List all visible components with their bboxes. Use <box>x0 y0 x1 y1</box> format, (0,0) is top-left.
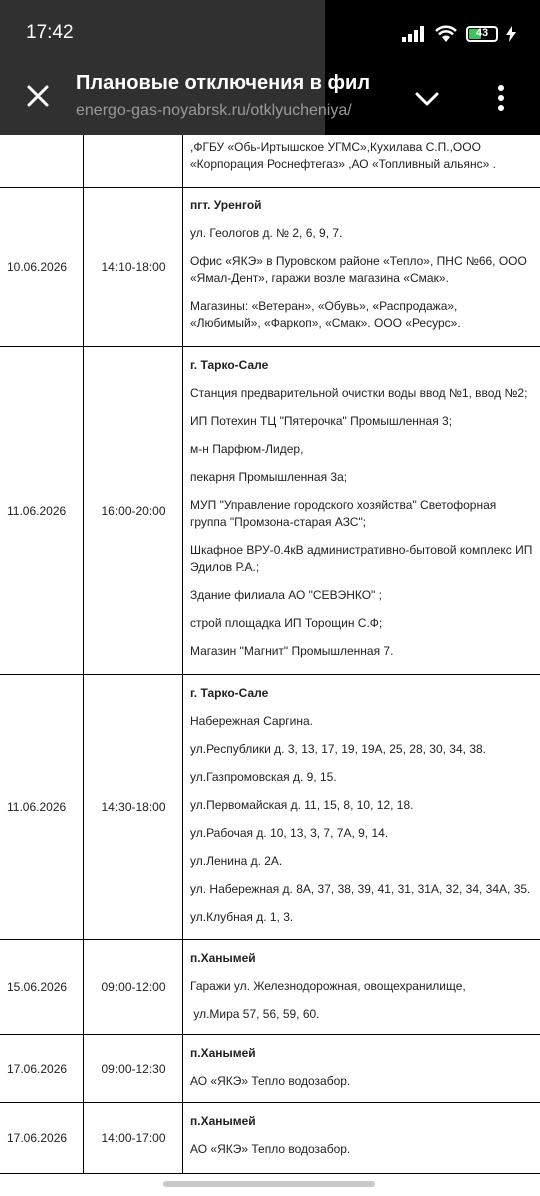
info-cell <box>190 197 540 332</box>
info-line: пекарня Промышленная 3а; <box>190 470 348 484</box>
info-line: Станция предварительной очистки воды ввод №1, ввод №2; <box>190 386 528 400</box>
expand-button[interactable] <box>412 84 442 114</box>
info-line: ул.Мира 57, 56, 59, 60. <box>190 1007 320 1021</box>
info-line: ул.Первомайская д. 11, 15, 8, 10, 12, 18. <box>190 798 414 812</box>
date-cell: 15.06.2026 <box>0 940 84 1034</box>
info-cell <box>190 1113 540 1158</box>
info-line: МУП "Управление городского хозяйства" Светофорная группа "Промзона-старая АЗС"; <box>190 498 497 529</box>
charging-icon <box>506 26 516 42</box>
info-line: Гаражи ул. Железнодорожная, овощехранилище, <box>190 979 466 993</box>
custom-tab-toolbar <box>0 62 540 135</box>
info-cell <box>190 950 540 1023</box>
table-row <box>0 135 540 188</box>
time-cell: 14:10-18:00 <box>85 187 183 346</box>
more-options-button[interactable] <box>488 82 514 114</box>
close-button[interactable] <box>22 80 54 112</box>
time-cell <box>85 135 183 187</box>
close-icon <box>22 80 54 112</box>
place-name: г. Тарко-Сале <box>190 358 269 372</box>
info-line: ул. Набережная д. 8А, 37, 38, 39, 41, 31, 31А, 32, 34, 34А, 35. <box>190 882 531 896</box>
info-line: Здание филиала АО "СЕВЭНКО" ; <box>190 588 382 602</box>
date-cell: 10.06.2026 <box>0 187 84 346</box>
place-name: п.Ханымей <box>190 1046 256 1060</box>
time-cell: 14:30-18:00 <box>85 675 183 939</box>
info-line: Шкафное ВРУ-0.4кВ административно-бытовой комплекс ИП Эдилов Р.А.; <box>190 543 533 574</box>
info-line: ,ФГБУ «Обь-Иртышское УГМС»,Кухилава С.П.,ООО <box>190 140 481 154</box>
battery-level: 43 <box>475 27 489 39</box>
status-time: 17:42 <box>26 22 74 43</box>
date-cell: 17.06.2026 <box>0 1103 84 1173</box>
info-line: Магазин "Магнит" Промышленная 7. <box>190 644 394 658</box>
page-title: Плановые отключения в фил <box>76 72 371 94</box>
table-row <box>0 940 540 1035</box>
place-name: г. Тарко-Сале <box>190 686 269 700</box>
info-line: строй площадка ИП Торощин С.Ф; <box>190 616 383 630</box>
info-cell <box>190 1045 540 1090</box>
table-row <box>0 347 540 675</box>
table-row <box>0 675 540 940</box>
info-line: АО «ЯКЭ» Тепло водозабор. <box>190 1142 351 1156</box>
signal-icon <box>402 26 426 42</box>
info-cell <box>190 357 540 660</box>
time-cell: 14:00-17:00 <box>85 1103 183 1173</box>
info-line: ул.Республики д. 3, 13, 17, 19, 19А, 25, 28, 30, 34, 38. <box>190 742 487 756</box>
page-content[interactable] <box>0 135 540 1196</box>
info-line: «Корпорация Роснефтегаз» ,АО «Топливный альянс» . <box>190 157 496 171</box>
info-line: АО «ЯКЭ» Тепло водозабор. <box>190 1074 351 1088</box>
place-name: п.Ханымей <box>190 951 256 965</box>
info-cell <box>190 139 540 173</box>
time-cell: 16:00-20:00 <box>85 347 183 674</box>
date-cell <box>0 135 84 187</box>
table-row <box>0 187 540 347</box>
wifi-icon <box>434 25 458 43</box>
date-cell: 11.06.2026 <box>0 347 84 674</box>
place-name: п.Ханымей <box>190 1114 256 1128</box>
date-cell: 11.06.2026 <box>0 675 84 939</box>
info-line: ул.Клубная д. 1, 3. <box>190 910 294 924</box>
page-url[interactable]: energo-gas-noyabrsk.ru/otklyucheniya/ <box>76 102 352 119</box>
chevron-down-icon <box>412 84 442 114</box>
table-row <box>0 1035 540 1103</box>
info-line: Набережная Саргина. <box>190 714 313 728</box>
table-row <box>0 1103 540 1174</box>
time-cell: 09:00-12:00 <box>85 940 183 1034</box>
info-line: ул.Ленина д. 2А. <box>190 854 283 868</box>
info-cell <box>190 685 540 926</box>
info-line: м-н Парфюм-Лидер, <box>190 442 304 456</box>
place-name: пгт. Уренгой <box>190 198 262 212</box>
date-cell: 17.06.2026 <box>0 1035 84 1102</box>
info-line: ул.Рабочая д. 10, 13, 3, 7, 7А, 9, 14. <box>190 826 389 840</box>
battery-icon <box>466 26 498 42</box>
time-cell: 09:00-12:30 <box>85 1035 183 1102</box>
info-line: Офис «ЯКЭ» в Пуровском районе «Тепло», ПНС №66, ООО «Ямал-Дент», гаражи возле магазина «Смак». <box>190 254 527 285</box>
status-bar <box>0 0 540 62</box>
info-line: ИП Потехин ТЦ "Пятерочка" Промышленная 3; <box>190 414 453 428</box>
info-line: ул. Геологов д. № 2, 6, 9, 7. <box>190 226 343 240</box>
gesture-navigation-handle[interactable] <box>163 1181 375 1187</box>
more-vertical-icon <box>488 82 514 114</box>
info-line: Магазины: «Ветеран», «Обувь», «Распродажа», «Любимый», «Фаркоп», «Смак». ООО «Ресурс». <box>190 299 461 330</box>
info-line: ул.Газпромовская д. 9, 15. <box>190 770 337 784</box>
